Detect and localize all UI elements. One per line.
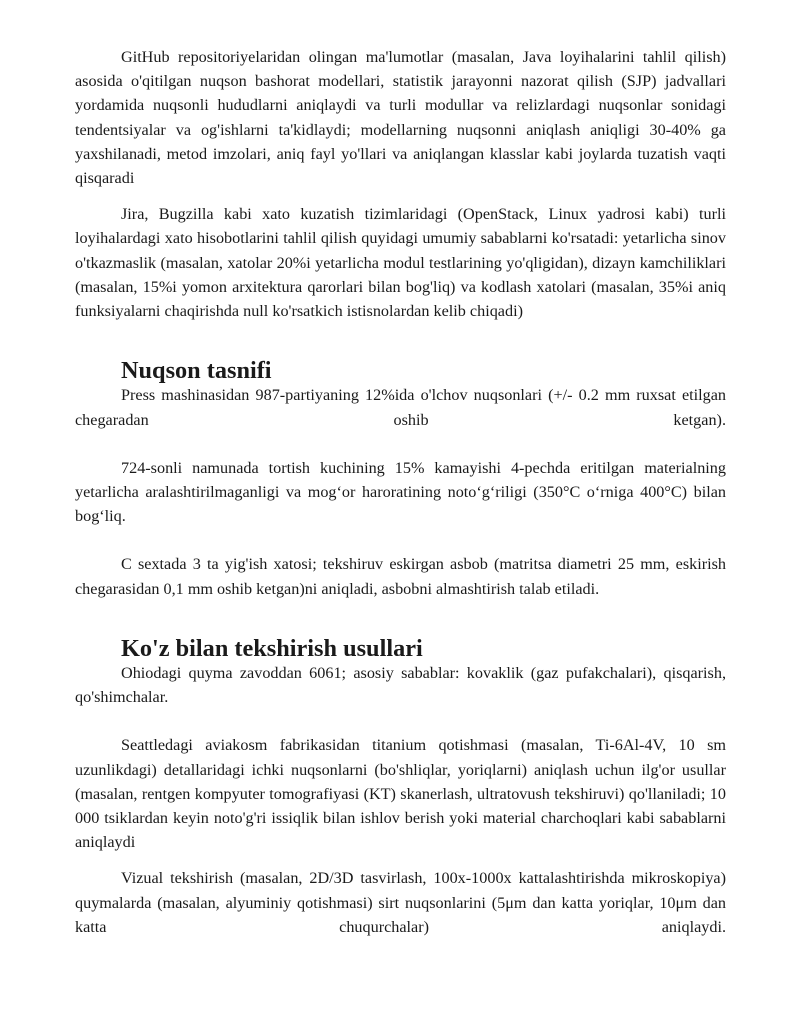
paragraph-assembly-errors: C sextada 3 ta yig'ish xatosi; tekshiruv eskirgan asbob (matritsa diametri 25 mm, eskirish chegarasidan 0,1 mm oshib ketgan)ni aniqladi, asbobni almashtirish talab etiladi. xyxy=(75,555,726,598)
paragraph-github-models: GitHub repositoriyelaridan olingan ma'lumotlar (masalan, Java loyihalarini tahlil qilish) asosida o'qitilgan nuqson bashorat modellari, statistik jarayonni nazorat qilish (SJP) jadvallari yordamida nuqsonli hududlarni aniqlaydi va turli modullar va relizlardagi nuqsonlar sonidagi tendentsiyalar va og'ishlarni ta'kidlaydi; modellarning nuqsonni aniqlash aniqligi 30-40% ga yaxshilanadi, metod imzolari, aniq fayl yo'llari va aniqlangan klasslar kabi joylarda tuzatish vaqti qisqaradi xyxy=(75,48,726,188)
spacer xyxy=(75,432,726,456)
spacer xyxy=(75,528,726,552)
paragraph-visual-inspection: Vizual tekshirish (masalan, 2D/3D tasvirlash, 100x-1000x kattalashtirishda mikroskopiya) quymalarda (masalan, alyuminiy qotishmasi) sirt nuqsonlarini (5μm dan katta yoriqlar, 10μm dan katta chuqurchalar) aniqlaydi. xyxy=(75,869,726,936)
spacer xyxy=(75,601,726,637)
document-page xyxy=(75,45,726,939)
paragraph-bug-trackers: Jira, Bugzilla kabi xato kuzatish tizimlaridagi (OpenStack, Linux yadrosi kabi) turli loyihalardagi xato hisobotlarini tahlil qilish quyidagi umumiy sabablarni ko'rsatadi: yetarlicha sinov o'tkazmaslik (masalan, xatolar 20%i yetarlicha modul testlarining yo'qligidan), dizayn kamchiliklari (masalan, 15%i yomon arxitektura qarorlari bilan bog'liq) va kodlash xatolari (masalan, 35%i aniq funksiyalarni chaqirishda null ko'rsatkich istisnolardan kelib chiqadi) xyxy=(75,205,726,321)
section-heading-visual-inspection: Ko'z bilan tekshirish usullari xyxy=(121,634,423,662)
paragraph-ohio-foundry: Ohiodagi quyma zavoddan 6061; asosiy sabablar: kovaklik (gaz pufakchalari), qisqarish, qo'shimchalar. xyxy=(75,664,726,707)
section-heading-defect-classification: Nuqson tasnifi xyxy=(121,357,272,385)
paragraph-press-machine: Press mashinasidan 987-partiyaning 12%ida o'lchov nuqsonlari (+/- 0.2 mm ruxsat etilgan chegaradan oshib ketgan). xyxy=(75,386,726,429)
paragraph-sample-724: 724-sonli namunada tortish kuchining 15% kamayishi 4-pechda eritilgan materialning yetarlicha aralashtirilmaganligi va mog‘or haroratining noto‘g‘riligi (350°C o‘rniga 400°C) bilan bog‘liq. xyxy=(75,458,726,526)
spacer xyxy=(75,190,726,202)
spacer xyxy=(75,709,726,733)
paragraph-seattle-titanium: Seattledagi aviakosm fabrikasidan titanium qotishmasi (masalan, Ti-6Al-4V, 10 sm uzunlikdagi) detallaridagi ichki nuqsonlarni (bo'shliqlar, yoriqlarni) aniqlash uchun ilg'or usullar (masalan, rentgen kompyuter tomografiyasi (KT) skanerlash, ultratovush tekshiruvi) qo'llaniladi; 10 000 tsiklardan keyin noto'g'ri issiqlik bilan ishlov berish yoki material charchoqlari kabi sabablarni aniqlaydi xyxy=(75,736,726,852)
spacer xyxy=(75,323,726,359)
spacer xyxy=(75,854,726,866)
